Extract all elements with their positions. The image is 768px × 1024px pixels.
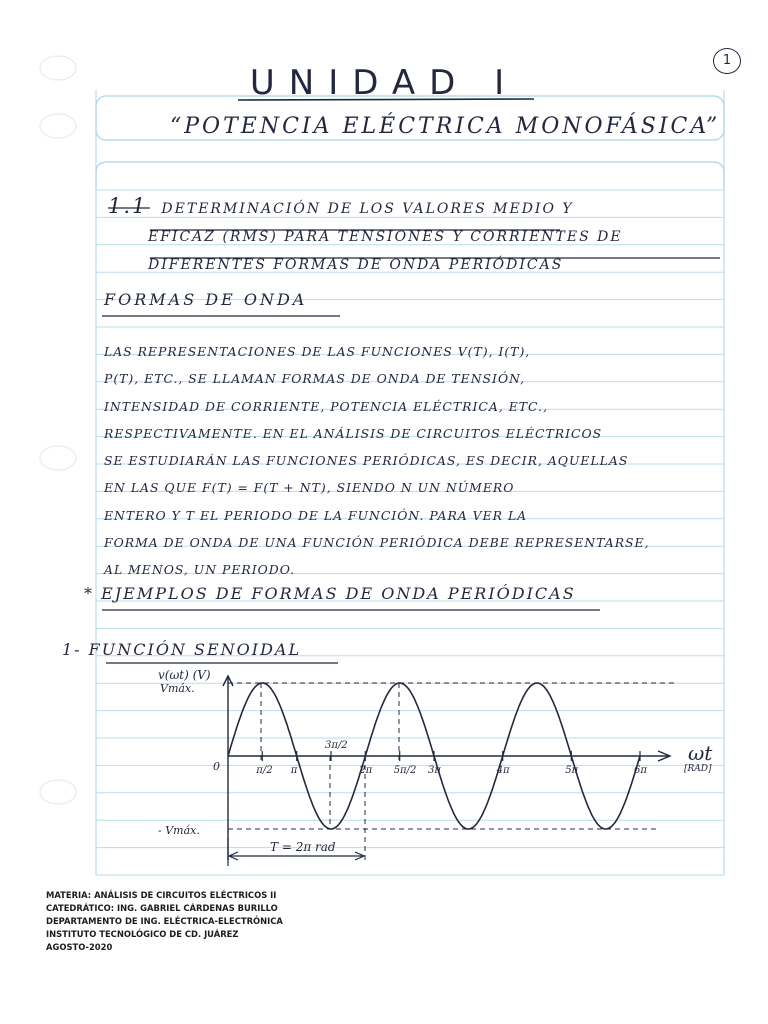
paragraph-line: AL MENOS, UN PERIODO. [104,562,296,578]
examples-heading: * EJEMPLOS DE FORMAS DE ONDA PERIÓDICAS [84,584,576,603]
x-tick-label: 2π [359,765,373,776]
footer-department: DEPARTAMENTO DE ING. ELÉCTRICA-ELECTRÓNICA [46,916,283,926]
origin-label: 0 [213,760,220,773]
paragraph-line: P(T), ETC., SE LLAMAN FORMAS DE ONDA DE TENSIÓN, [104,371,526,387]
paragraph-line: EN LAS QUE F(T) = F(T + NT), SIENDO N UN NÚMERO [104,480,515,496]
footer-subject: MATERIA: ANÁLISIS DE CIRCUITOS ELÉCTRICOS II [46,890,277,900]
section-line-3: DIFERENTES FORMAS DE ONDA PERIÓDICAS [148,257,564,273]
x-tick-label: 5π/2 [393,765,417,776]
section-line-2: EFICAZ (RMS) PARA TENSIONES Y CORRIENTES DE [148,229,623,245]
x-tick-labels [255,740,647,776]
period-label: T = 2π rad [270,840,336,854]
footer-institute: INSTITUTO TECNOLÓGICO DE CD. JUÁREZ [46,929,239,939]
footer-professor: CATEDRÁTICO: ING. GABRIEL CÁRDENAS BURILLO [46,903,278,913]
footer-info [46,889,283,954]
subtitle: “POTENCIA ELÉCTRICA MONOFÁSICA” [170,114,721,139]
section-number: 1.1 [108,194,148,218]
paragraph-line: SE ESTUDIARÁN LAS FUNCIONES PERIÓDICAS, ES DECIR, AQUELLAS [104,453,629,469]
x-tick-label: 3π [428,765,441,776]
paragraph-line: INTENSIDAD DE CORRIENTE, POTENCIA ELÉCTRICA, ETC., [104,398,548,414]
x-tick-label: 5π [565,765,579,776]
waveforms-heading: FORMAS DE ONDA [104,290,308,309]
section-line-1: 1.1 DETERMINACIÓN DE LOS VALORES MEDIO Y [108,194,574,218]
x-tick-label: 4π [496,765,510,776]
x-axis-label: ωt [688,741,713,765]
vmin-label: - Vmáx. [158,824,200,837]
x-tick-label: π [290,765,298,776]
example1-heading: 1- FUNCIÓN SENOIDAL [62,640,302,659]
x-unit-label: [RAD] [684,764,712,774]
footer-date: AGOSTO-2020 [46,942,113,952]
paragraph-line: LAS REPRESENTACIONES DE LAS FUNCIONES V(T), I(T), [104,344,531,359]
paragraph-line: RESPECTIVAMENTE. EN EL ANÁLISIS DE CIRCUITOS ELÉCTRICOS [104,425,603,441]
page-number: 1 [713,48,741,74]
x-tick-label: π/2 [256,765,273,776]
y-axis-label: v(ωt) (V) [158,668,211,682]
paragraph-line: ENTERO Y T EL PERIODO DE LA FUNCIÓN. PARA VER LA [104,507,528,523]
paragraph-line: FORMA DE ONDA DE UNA FUNCIÓN PERIÓDICA DEBE REPRESENTARSE, [104,535,650,551]
vmax-label: Vmáx. [160,682,195,695]
x-tick-label: 6π [634,765,647,776]
x-tick-label: 3π/2 [325,740,348,751]
page-title: UNIDAD I [249,63,519,103]
